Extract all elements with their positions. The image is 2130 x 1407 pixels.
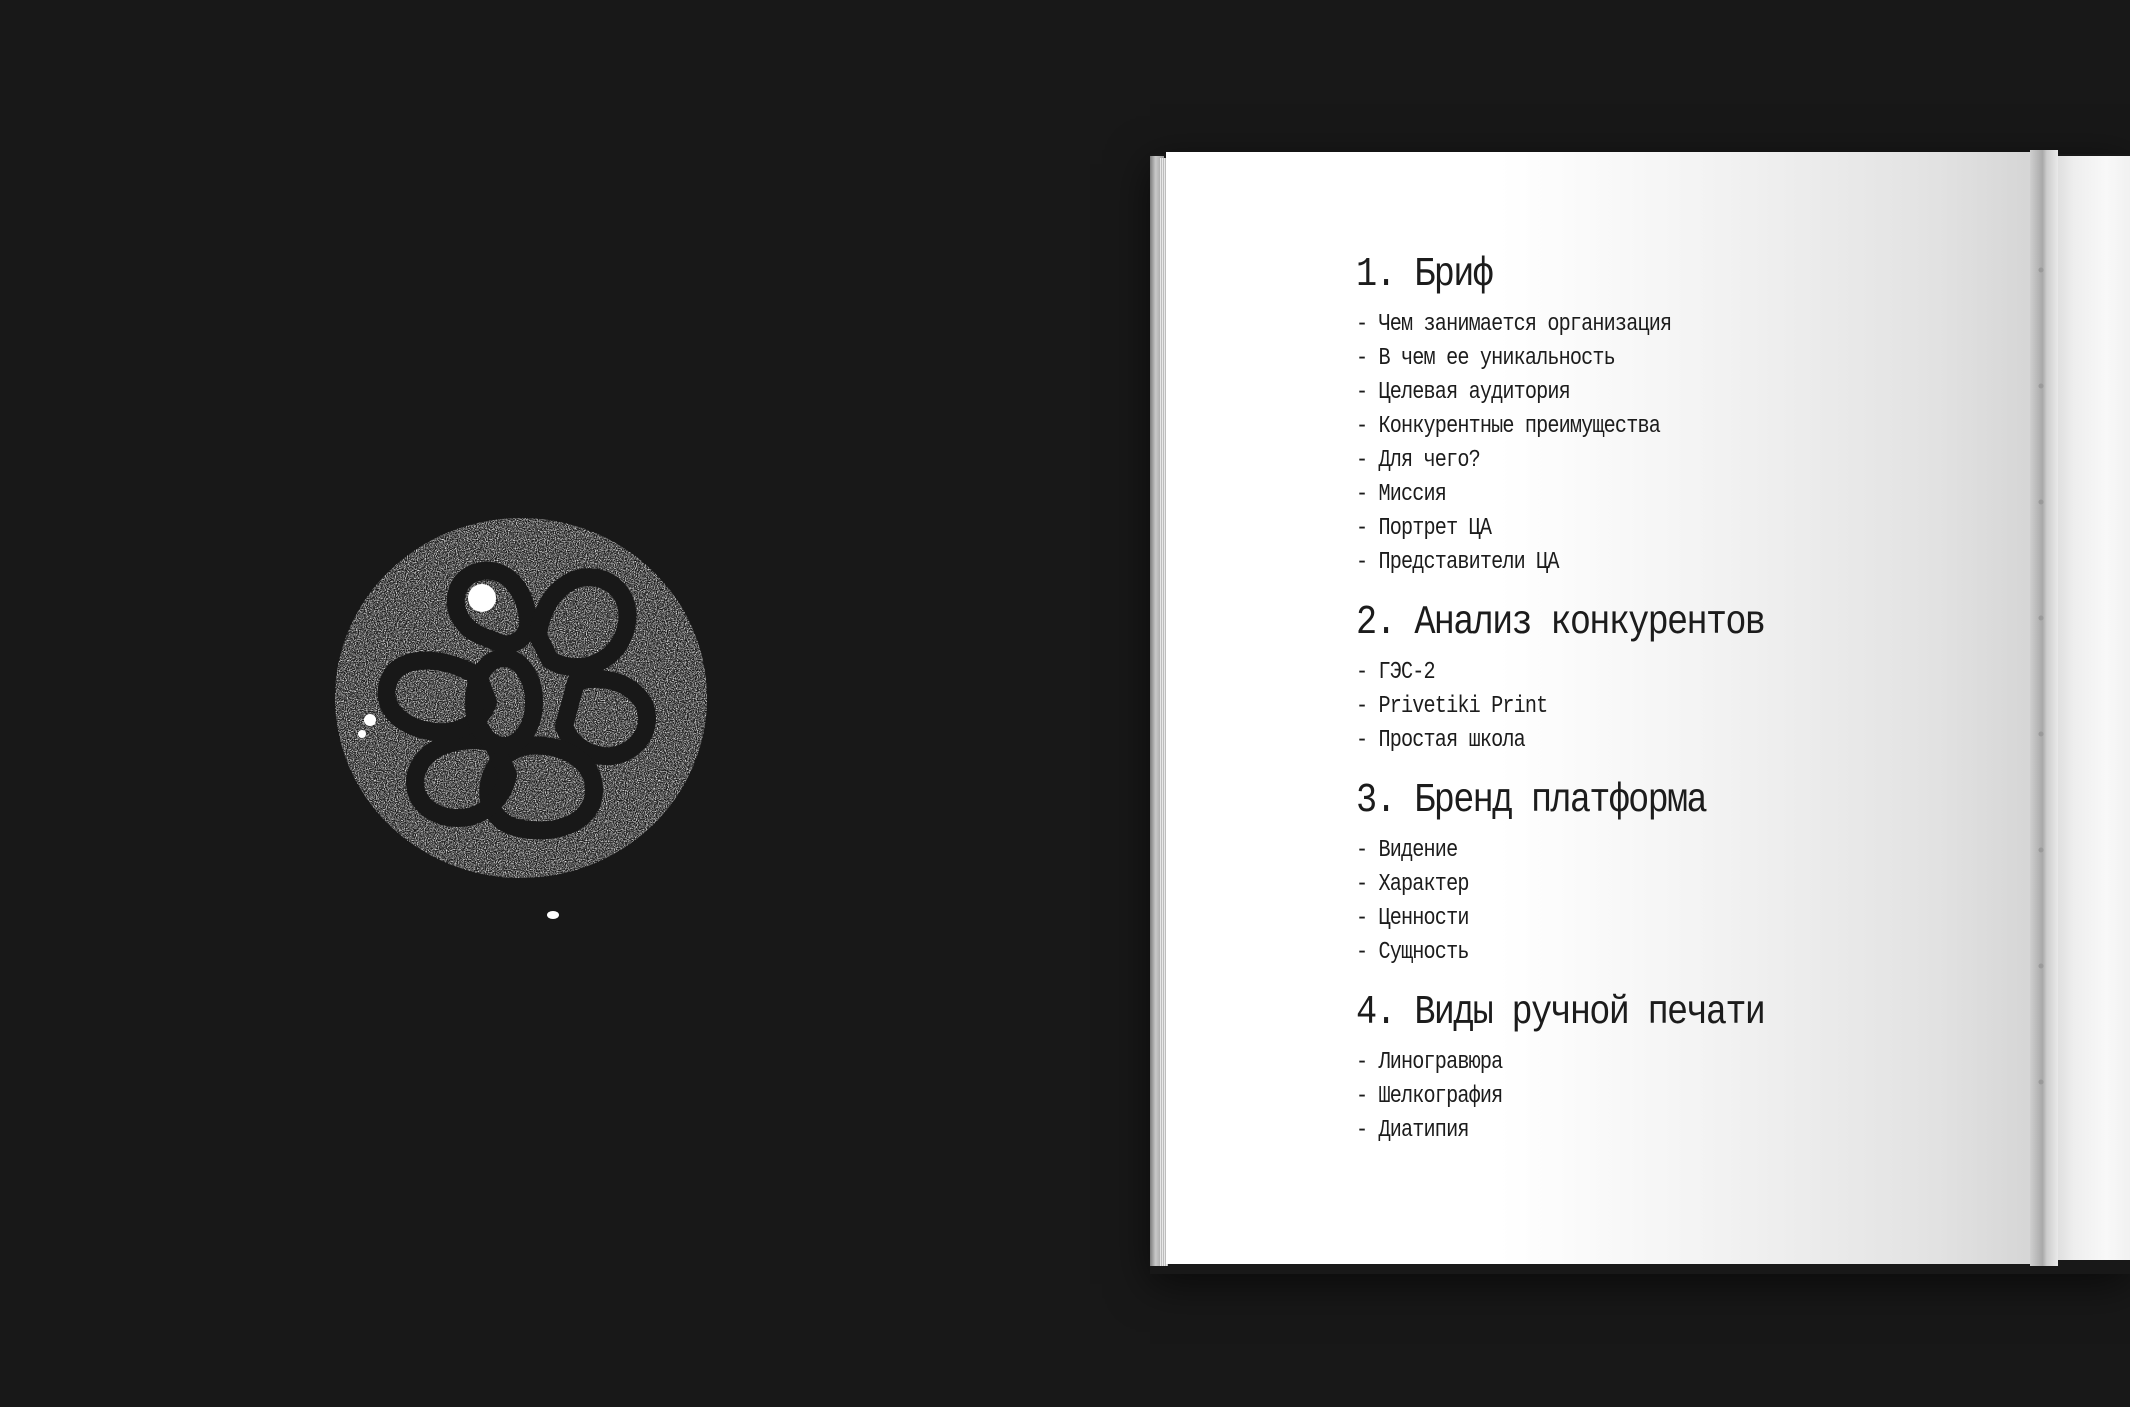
section-printing-types bbox=[1356, 984, 1916, 1148]
list-item: - ГЭС-2 bbox=[1356, 659, 1435, 686]
list-item: - Видение bbox=[1356, 837, 1458, 864]
section-items bbox=[1356, 308, 1916, 580]
flower-stamp-icon bbox=[332, 506, 710, 886]
list-item: - Сущность bbox=[1356, 939, 1469, 966]
list-item: - В чем ее уникальность bbox=[1356, 345, 1615, 372]
section-brief bbox=[1356, 246, 1916, 580]
section-brand-platform bbox=[1356, 772, 1916, 970]
section-items bbox=[1356, 1046, 1916, 1148]
book-gutter bbox=[2030, 150, 2058, 1266]
section-title: 4. Виды ручной печати bbox=[1356, 990, 1765, 1036]
table-of-contents bbox=[1356, 246, 1916, 1162]
binding-stitches bbox=[2038, 150, 2044, 1266]
list-item: - Конкурентные преимущества bbox=[1356, 413, 1660, 440]
ink-speck bbox=[546, 910, 560, 920]
list-item: - Диатипия bbox=[1356, 1117, 1469, 1144]
list-item: - Миссия bbox=[1356, 481, 1447, 508]
section-title: 3. Бренд платформа bbox=[1356, 778, 1706, 824]
section-competitor-analysis bbox=[1356, 594, 1916, 758]
facing-page bbox=[2050, 156, 2130, 1260]
list-item: - Портрет ЦА bbox=[1356, 515, 1492, 542]
list-item: - Шелкография bbox=[1356, 1083, 1503, 1110]
section-items bbox=[1356, 656, 1916, 758]
list-item: - Характер bbox=[1356, 871, 1469, 898]
list-item: - Простая школа bbox=[1356, 727, 1525, 754]
section-items bbox=[1356, 834, 1916, 970]
list-item: - Ценности bbox=[1356, 905, 1469, 932]
list-item: - Целевая аудитория bbox=[1356, 379, 1570, 406]
list-item: - Чем занимается организация bbox=[1356, 311, 1672, 338]
list-item: - Для чего? bbox=[1356, 447, 1480, 474]
list-item: - Представители ЦА bbox=[1356, 549, 1559, 576]
section-title: 2. Анализ конкурентов bbox=[1356, 600, 1765, 646]
section-title: 1. Бриф bbox=[1356, 252, 1493, 298]
list-item: - Privetiki Print bbox=[1356, 693, 1548, 720]
list-item: - Линогравюра bbox=[1356, 1049, 1503, 1076]
